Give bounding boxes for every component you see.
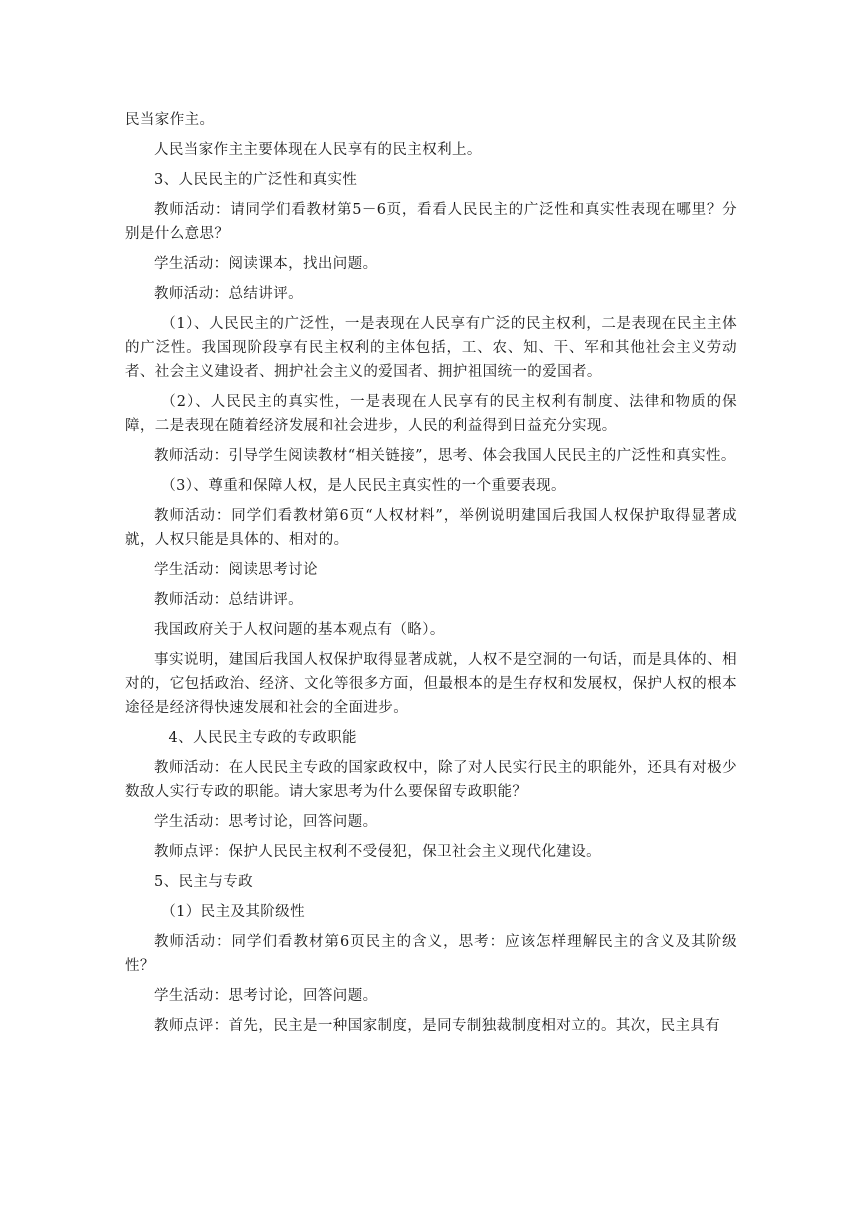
paragraph: 教师活动：总结讲评。	[154, 286, 303, 302]
paragraph: 教师活动：引导学生阅读教材“相关链接”，思考、体会我国人民民主的广泛性和真实性。	[154, 448, 736, 464]
section-heading: 4、人民民主专政的专政职能	[168, 730, 357, 746]
paragraph: （3）、尊重和保障人权，是人民民主真实性的一个重要表现。	[161, 478, 566, 494]
document-body	[125, 108, 737, 1038]
paragraph: 教师活动：同学们看教材第6页民主的含义，思考：应该怎样理解民主的含义及其阶级性？	[125, 934, 737, 974]
paragraph: 事实说明，建国后我国人权保护取得显著成就，人权不是空洞的一句话，而是具体的、相对的，它包括政治、经济、文化等很多方面，但最根本的是生存权和发展权，保护人权的根本途径是经济得快速发展和社会的全面进步。	[125, 652, 737, 716]
paragraph: 我国政府关于人权问题的基本观点有（略）。	[154, 622, 445, 638]
paragraph: 教师活动：总结讲评。	[154, 592, 303, 608]
subsection-heading: （1）民主及其阶级性	[161, 904, 305, 920]
paragraph: 教师点评：保护人民民主权利不受侵犯，保卫社会主义现代化建设。	[154, 844, 601, 860]
paragraph: （2）、人民民主的真实性，一是表现在人民享有的民主权利有制度、法律和物质的保障，二是表现在随着经济发展和社会进步，人民的利益得到日益充分实现。	[125, 394, 737, 434]
section-heading: 3、人民民主的广泛性和真实性	[154, 172, 358, 188]
paragraph: 教师点评：首先，民主是一种国家制度，是同专制独裁制度相对立的。其次，民主具有	[154, 1018, 721, 1034]
paragraph: 教师活动：请同学们看教材第5－6页，看看人民民主的广泛性和真实性表现在哪里？分别是什么意思？	[125, 202, 737, 242]
paragraph: 学生活动：阅读课本，找出问题。	[154, 256, 378, 272]
paragraph: 学生活动：思考讨论，回答问题。	[154, 814, 378, 830]
paragraph: 教师活动：在人民民主专政的国家政权中，除了对人民实行民主的职能外，还具有对极少数敌人实行专政的职能。请大家思考为什么要保留专政职能？	[125, 760, 737, 800]
paragraph: 人民当家作主主要体现在人民享有的民主权利上。	[154, 142, 482, 158]
paragraph: 学生活动：阅读思考讨论	[154, 562, 318, 578]
paragraph: 学生活动：思考讨论，回答问题。	[154, 988, 378, 1004]
paragraph: （1）、人民民主的广泛性，一是表现在人民享有广泛的民主权利，二是表现在民主主体的广泛性。我国现阶段享有民主权利的主体包括，工、农、知、干、军和其他社会主义劳动者、社会主义建设者、拥护社会主义的爱国者、拥护祖国统一的爱国者。	[125, 316, 737, 380]
paragraph-continuation: 民当家作主。	[125, 112, 215, 128]
paragraph: 教师活动：同学们看教材第6页“人权材料”，举例说明建国后我国人权保护取得显著成就，人权只能是具体的、相对的。	[125, 508, 737, 548]
section-heading: 5、民主与专政	[154, 874, 254, 890]
